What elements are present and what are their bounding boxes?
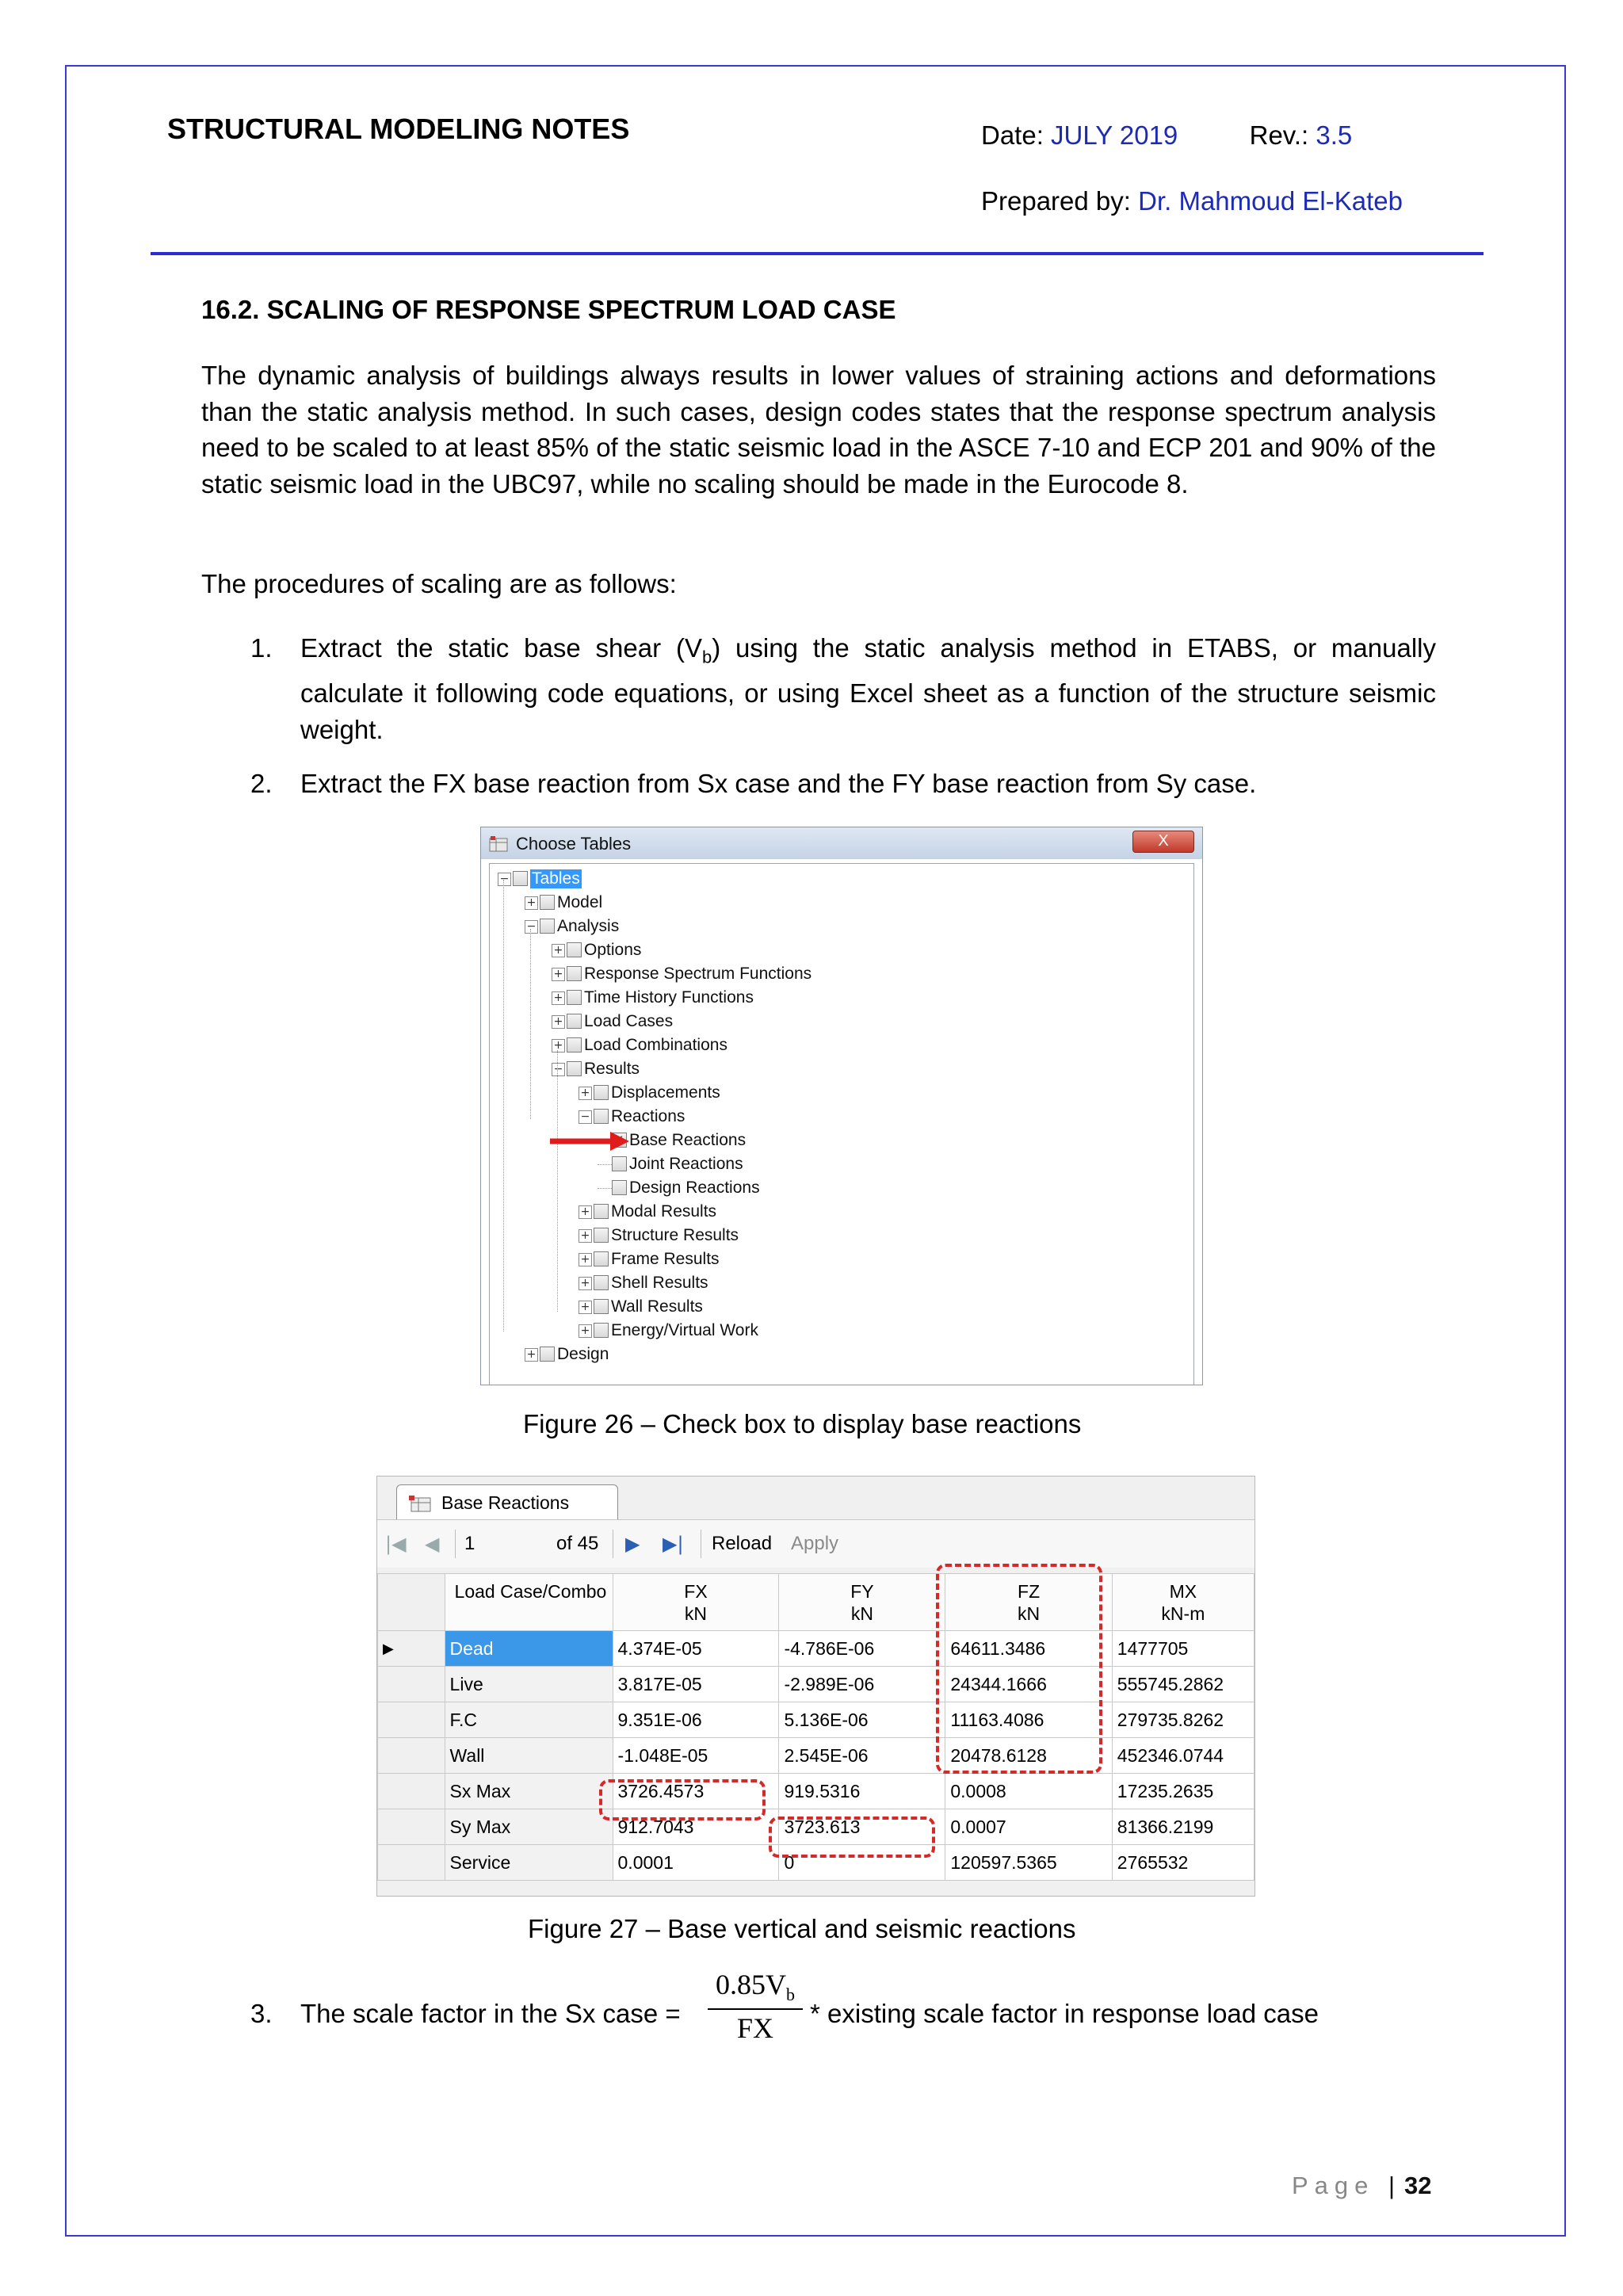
checkbox[interactable] [594,1085,609,1100]
checkbox[interactable] [612,1180,627,1195]
table-row[interactable] [378,1702,1254,1738]
value-cell[interactable]: 4.374E-05 [613,1631,779,1667]
value-cell[interactable]: 912.7043 [613,1809,779,1845]
page-number: 32 [1404,2172,1432,2199]
checkbox[interactable] [567,966,582,981]
tables-tree [489,863,1194,1385]
tree-node[interactable] [490,1343,1193,1366]
checkbox[interactable] [594,1109,609,1124]
value-cell[interactable]: -2.989E-06 [779,1667,945,1702]
tree-connector [530,929,531,1119]
table-icon [408,1495,432,1512]
step-text: Extract the static base shear $(V_b)$ using the static analysis method in ETABS, or manually calculate it following code equations, or using Excel sheet as a function of the structure seismic weight. [300,633,1436,744]
checkbox[interactable] [567,942,582,957]
tree-node[interactable] [490,1058,1193,1080]
tree-node-label: Structure Results [611,1226,739,1244]
row-header[interactable] [378,1738,445,1774]
tree-connector [598,1164,612,1165]
collapse-icon[interactable]: − [552,1063,565,1076]
expand-icon[interactable]: + [552,1039,565,1052]
column-header[interactable]: FX kN [613,1574,779,1631]
step-number: 3. [250,1999,273,2028]
tab-label: Base Reactions [441,1492,570,1513]
value-cell[interactable]: 9.351E-06 [613,1702,779,1738]
rev-label: Rev.: [1249,120,1309,150]
last-record-icon[interactable]: ▶| [663,1533,684,1555]
step-text: The scale factor in the Sx case = [300,1999,681,2028]
table-row[interactable] [378,1774,1254,1809]
load-case-cell[interactable]: Dead [445,1631,613,1667]
figure-caption: Figure 26 – Check box to display base reactions [523,1409,1082,1438]
record-count: of 45 [556,1533,599,1554]
fz-highlight-box [936,1564,1102,1774]
page-label: Page [1292,2172,1375,2199]
tree-node-label: Energy/Virtual Work [611,1321,758,1339]
step-number: 2. [250,769,273,798]
prev-record-icon[interactable]: ◀ [425,1533,440,1555]
tree-node[interactable] [490,1248,1193,1270]
value-cell[interactable]: 3.817E-05 [613,1667,779,1702]
checkbox[interactable] [567,1061,582,1076]
tree-node-label: Base Reactions [629,1131,747,1149]
expand-icon[interactable]: + [579,1229,592,1243]
checkbox[interactable] [594,1323,609,1338]
expand-icon[interactable]: + [552,968,565,981]
step-text: Extract the FX base reaction from Sx case and the FY base reaction from Sy case. [300,769,1257,798]
tree-node[interactable] [490,987,1193,1009]
prepared-value: Dr. Mahmoud El-Kateb [1138,186,1403,216]
checkbox[interactable] [594,1204,609,1219]
dialog-title-bar [481,827,1202,859]
row-header[interactable] [378,1774,445,1809]
tree-node[interactable] [490,1034,1193,1056]
figure-caption: Figure 27 – Base vertical and seismic reactions [528,1914,1076,1943]
header-date [981,120,1352,151]
value-cell[interactable]: 0.0001 [613,1845,779,1881]
checkbox[interactable] [612,1156,627,1171]
tree-node-label: Load Combinations [584,1036,727,1054]
rev-value: 3.5 [1316,120,1353,150]
expand-icon[interactable]: + [579,1324,592,1338]
value-cell[interactable]: 5.136E-06 [779,1702,945,1738]
tree-node-label: Time History Functions [584,988,754,1007]
tree-node[interactable] [490,868,1193,890]
expand-icon[interactable]: + [552,991,565,1005]
tree-node[interactable] [490,1106,1193,1128]
value-cell[interactable]: 11163.4086 [945,1702,1112,1738]
value-cell[interactable]: 1477705 [1112,1631,1254,1667]
column-header[interactable]: Load Case/Combo [445,1574,613,1631]
value-cell[interactable]: 20478.6128 [945,1738,1112,1774]
tree-node[interactable] [490,1201,1193,1223]
checkbox[interactable] [594,1275,609,1290]
value-cell[interactable]: 24344.1666 [945,1667,1112,1702]
row-header[interactable] [378,1809,445,1845]
load-case-cell[interactable]: Sx Max [445,1774,613,1809]
table-row[interactable] [378,1738,1254,1774]
expand-icon[interactable]: + [552,944,565,957]
load-case-cell[interactable]: Sy Max [445,1809,613,1845]
table-row[interactable] [378,1667,1254,1702]
collapse-icon[interactable]: − [579,1110,592,1124]
tree-node[interactable] [490,1272,1193,1294]
tree-node-label: Design Reactions [629,1179,760,1197]
column-header[interactable]: FY kN [779,1574,945,1631]
tree-node-label: Load Cases [584,1012,674,1030]
row-header[interactable] [378,1845,445,1881]
checkbox[interactable] [513,871,528,886]
table-header-row [378,1574,1254,1631]
checkbox[interactable] [567,1037,582,1052]
tree-node[interactable] [490,915,1193,938]
expand-icon[interactable]: + [525,896,538,910]
close-button[interactable]: X [1132,831,1194,853]
load-case-cell[interactable]: Live [445,1667,613,1702]
expand-icon[interactable]: + [579,1277,592,1290]
value-cell[interactable]: 0.0007 [945,1809,1112,1845]
value-cell[interactable]: 17235.2635 [1112,1774,1254,1809]
tree-node-label: Results [584,1060,640,1078]
value-cell[interactable]: 279735.8262 [1112,1702,1254,1738]
table-icon [489,836,508,852]
apply-button[interactable]: Apply [791,1533,839,1554]
step-text: * existing scale factor in response load case [810,1999,1319,2028]
first-record-icon[interactable]: |◀ [385,1533,407,1555]
collapse-icon[interactable]: − [498,873,511,886]
date-label: Date: [981,120,1044,150]
section-heading: 16.2. SCALING OF RESPONSE SPECTRUM LOAD CASE [201,295,896,324]
sy-fy-highlight-box [769,1817,935,1858]
checkbox[interactable] [594,1299,609,1314]
value-cell[interactable]: 3723.613 [779,1809,945,1845]
value-cell[interactable]: 919.5316 [779,1774,945,1809]
value-cell[interactable]: 81366.2199 [1112,1809,1254,1845]
row-header[interactable] [378,1702,445,1738]
document-title: STRUCTURAL MODELING NOTES [167,113,630,145]
base-reactions-window [376,1476,1255,1897]
tree-node-label: Displacements [611,1083,720,1102]
tree-node-label: Frame Results [611,1250,720,1268]
checkbox[interactable] [594,1228,609,1243]
value-cell[interactable]: 452346.0744 [1112,1738,1254,1774]
formula-numerator: $0.85V_b$ [708,1968,803,2010]
expand-icon[interactable]: + [525,1348,538,1362]
value-cell[interactable]: 64611.3486 [945,1631,1112,1667]
tree-node-label: Design [557,1345,609,1363]
value-cell[interactable]: 0.0008 [945,1774,1112,1809]
tree-node-label: Tables [532,869,580,888]
tree-node-label: Shell Results [611,1274,708,1292]
tree-connector [557,1050,558,1312]
load-case-cell[interactable]: Service [445,1845,613,1881]
checkbox[interactable] [567,990,582,1005]
tree-node-label: Response Spectrum Functions [584,965,812,983]
reload-button[interactable]: Reload [712,1533,773,1554]
prepared-label: Prepared by: [981,186,1131,216]
tree-node-label: Reactions [611,1107,685,1125]
checkbox[interactable] [540,919,555,934]
header-prepared-by [981,186,1403,216]
red-arrow-icon [547,1127,632,1156]
value-cell[interactable]: 120597.5365 [945,1845,1112,1881]
tree-connector [503,880,504,1331]
value-cell[interactable]: 555745.2862 [1112,1667,1254,1702]
value-cell[interactable]: 3726.4573 [613,1774,779,1809]
expand-icon[interactable]: + [579,1205,592,1219]
tree-node-label: Model [557,893,603,911]
step-number: 1. [250,633,273,663]
value-cell[interactable]: 0 [779,1845,945,1881]
value-cell[interactable]: 2.545E-06 [779,1738,945,1774]
formula-denominator: FX [736,2012,774,2045]
toolbar-separator [455,1530,456,1558]
page-separator: | [1388,2172,1396,2199]
tree-node-label: Options [584,941,642,959]
tree-node[interactable] [490,1010,1193,1033]
checkbox[interactable] [540,895,555,910]
column-header[interactable]: FZ kN [945,1574,1112,1631]
tree-node[interactable] [490,963,1193,985]
tree-node[interactable] [490,1224,1193,1247]
column-header[interactable]: MX kN-m [1112,1574,1254,1631]
next-record-icon[interactable]: ▶ [625,1533,640,1555]
load-case-cell[interactable]: Wall [445,1738,613,1774]
paragraph: The dynamic analysis of buildings always results in lower values of straining actions and deformations than the static analysis method. In such cases, design codes states that the response spectrum analysis need to be scaled to at least 85% of the static seismic load in the ASCE 7-10 and ECP 201 and 90% of the static seismic load in the UBC97, while no scaling should be made in the Eurocode 8. [201,361,1436,499]
tree-node-label: Analysis [557,917,620,935]
tree-node[interactable] [490,1082,1193,1104]
dialog-title: Choose Tables [516,834,632,854]
value-cell[interactable]: 2765532 [1112,1845,1254,1881]
checkbox[interactable] [540,1347,555,1362]
tree-node[interactable] [490,1320,1193,1342]
tree-node-label: Joint Reactions [629,1155,743,1173]
tree-node[interactable] [490,1296,1193,1318]
tree-node-label: Modal Results [611,1202,717,1221]
expand-icon[interactable]: + [552,1015,565,1029]
current-row-icon[interactable]: ▶ [378,1631,445,1667]
load-case-cell[interactable]: F.C [445,1702,613,1738]
collapse-icon[interactable]: − [525,920,538,934]
row-header-corner [378,1574,445,1631]
record-input[interactable]: 1 [464,1533,475,1554]
tree-node-label: Wall Results [611,1297,703,1316]
paragraph: The procedures of scaling are as follows: [201,569,677,598]
date-value: JULY 2019 [1051,120,1178,150]
navigation-toolbar [377,1519,1254,1568]
expand-icon[interactable]: + [579,1253,592,1266]
checkbox[interactable] [594,1251,609,1266]
expand-icon[interactable]: + [579,1087,592,1100]
row-header[interactable] [378,1667,445,1702]
header-rule [151,252,1484,255]
choose-tables-dialog [480,827,1203,1385]
tree-connector [598,1188,612,1189]
tree-node[interactable] [490,939,1193,961]
tree-node[interactable] [490,892,1193,914]
value-cell[interactable]: -1.048E-05 [613,1738,779,1774]
table-row[interactable] [378,1631,1254,1667]
scale-factor-formula [708,1968,803,2045]
sx-fx-highlight-box [599,1779,766,1820]
expand-icon[interactable]: + [579,1301,592,1314]
tab-base-reactions[interactable] [396,1484,618,1520]
checkbox[interactable] [567,1014,582,1029]
value-cell[interactable]: -4.786E-06 [779,1631,945,1667]
tree-node[interactable] [490,1153,1193,1175]
tree-node[interactable] [490,1177,1193,1199]
